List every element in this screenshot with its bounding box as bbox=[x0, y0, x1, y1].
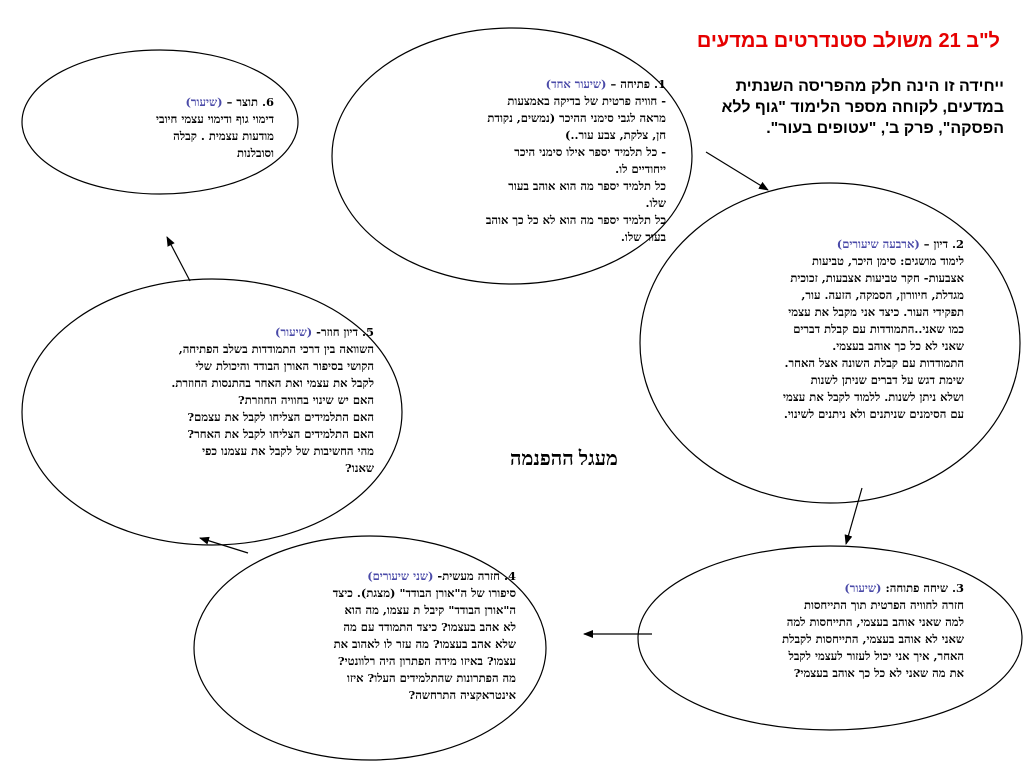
arrow-5-to-6 bbox=[167, 237, 190, 281]
node-6-text: 6. תוצר – (שיעור) דימוי גוף ודימוי עצמי חיובי מודעות עצמית . קבלה וסובלנות bbox=[156, 95, 274, 160]
intro-text: ייחידה זו הינה חלק מהפריסה השנתית במדעים, לקוחה מספר הלימוד "גוף ללא הפסקה", פרק ב', "עטופים בעור". bbox=[721, 78, 1004, 137]
node-2-text: 2. דיון – (ארבעה שיעורים) לימוד מושגים: סימן היכר, טביעות אצבעות- חקר טביעות אצבעות, זכוכית מגדלת, חיוורון, הסמקה, הזעה. עור, תפקידי העור. כיצד אני מקבל את עצמי כמו שאני..התמודדות עם קבלת דברים שאני לא כל כך אוהב בעצמי. התמודדות עם קבלת השונה אצל האחר. שימת דגש על דברים שניתן לשנות ושלא ניתן לשנות. ללמוד לקבל את עצמי עם הסימנים שניתנים ולא ניתנים לשינוי. bbox=[782, 237, 964, 421]
center-label: מעגל ההפנמה bbox=[510, 448, 618, 470]
page-title: ל"ב 21 משולב סטנדרטים במדעים bbox=[696, 30, 1000, 52]
node-5-text: 5. דיון חוזר- (שיעור) השוואה בין דרכי התמודדות בשלב הפתיחה, הקושי בסיפור האורן הבודד והיכולת שלי לקבל את עצמי ואת האחר בהתנסות החוזרת. האם יש שינוי בחוויה החוזרת? האם התלמידים הצליחו לקבל את עצמם? האם התלמידים הצליחו לקבל את האחר? מהי החשיבות של לקבל את עצמנו כפי שאנו? bbox=[171, 325, 374, 475]
node-4-text: 4. חזרה מעשית- (שני שיעורים) סיפורו של ה"אורן הבודד" (מצגת). כיצד ה"אורן הבודד" קיבל ת עצמו, מה הוא לא אהב בעצמו? כיצד התמודד עם מה שלא אהב בעצמו? מה עזר לו לאהוב את עצמו? באיזו מידה הפתרון היה רלוונטי? מה הפתרונות שהתלמידים העלו? איזו אינטראקציה התרחשה? bbox=[332, 569, 516, 702]
node-1-text: 1. פתיחה – (שיעור אחד) - חוויה פרטית של בדיקה באמצעות מראה לגבי סימני ההיכר (נמשים, נקודת חן, צלקת, צבע עור..) - כל תלמיד יספר אילו סימני היכר ייחודיים לו. כל תלמיד יספר מה הוא אוהב בעור שלו. כל תלמיד יספר מה הוא לא כל כך אוהב בעור שלו. bbox=[485, 77, 666, 244]
node-3-text: 3. שיחה פתוחה: (שיעור) חזרה לחוויה הפרטית תוך התייחסות למה שאני אוהב בעצמי, התייחסות למה שאני לא אוהב בעצמי, התייחסות לקבלת האחר, איך אני יכול לעזור לעצמי לקבל את מה שאני לא כל כך אוהב בעצמי? bbox=[782, 581, 964, 680]
arrow-2-to-3 bbox=[846, 488, 862, 544]
arrow-1-to-2 bbox=[706, 152, 768, 190]
